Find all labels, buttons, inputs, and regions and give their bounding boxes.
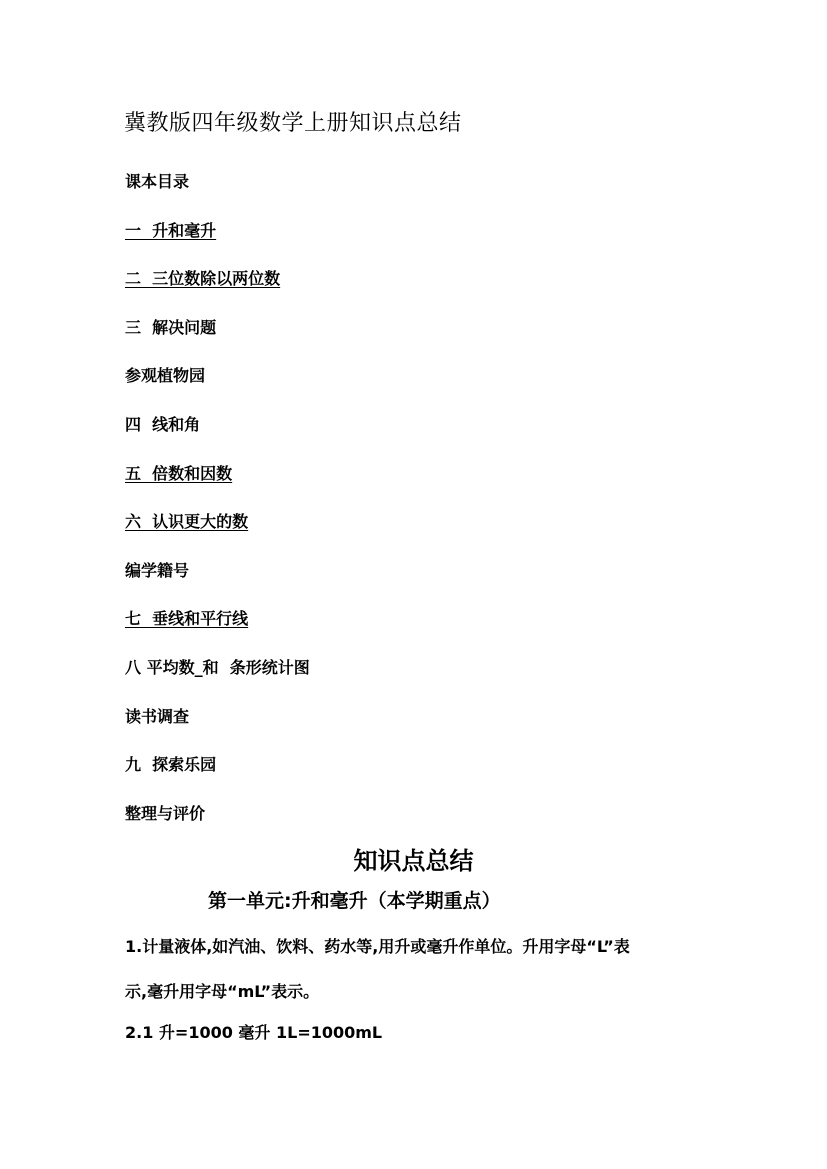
toc-item[interactable] — [125, 219, 310, 268]
paragraph-1-line-2: 示,毫升用字母“mL”表示。 — [125, 982, 320, 1001]
toc-item-label: 五 倍数和因数 — [125, 463, 233, 483]
section-title-text: 知识点总结 — [353, 847, 474, 875]
paragraph-1-line-1: 1.计量液体,如汽油、饮料、药水等,用升或毫升作单位。升用字母“L”表 — [125, 937, 630, 956]
toc-item — [125, 559, 310, 608]
toc-heading: 课本目录 — [125, 172, 190, 191]
paragraph-2: 2.1 升=1000 毫升 1L=1000mL — [125, 1023, 383, 1042]
toc-item[interactable] — [125, 462, 310, 511]
toc-item-label: 六 认识更大的数 — [125, 512, 249, 532]
toc-item — [125, 316, 310, 365]
toc-item-label: 编学籍号 — [125, 560, 190, 580]
toc-item-label: 八 平均数_和 条形统计图 — [125, 657, 310, 677]
toc-item-label: 一 升和毫升 — [125, 220, 217, 240]
toc-item-label: 整理与评价 — [125, 803, 206, 823]
toc-item — [125, 413, 310, 462]
toc-item — [125, 753, 310, 802]
toc-item-label: 七 垂线和平行线 — [125, 609, 249, 629]
toc-item[interactable] — [125, 510, 310, 559]
section-title — [0, 841, 827, 876]
toc-item — [125, 364, 310, 413]
document-title: 冀教版四年级数学上册知识点总结 — [124, 111, 462, 136]
toc-item-label: 九 探索乐园 — [125, 755, 217, 775]
toc-item-label: 四 线和角 — [125, 414, 201, 434]
table-of-contents — [125, 170, 310, 850]
toc-item[interactable] — [125, 267, 310, 316]
toc-item-label: 读书调查 — [125, 706, 190, 726]
unit-title: 第一单元:升和毫升（本学期重点） — [208, 890, 501, 912]
toc-item-label: 三 解决问题 — [125, 317, 217, 337]
toc-item-label: 参观植物园 — [125, 366, 206, 386]
toc-item-label: 二 三位数除以两位数 — [125, 269, 281, 289]
toc-item — [125, 656, 310, 705]
toc-item[interactable] — [125, 607, 310, 656]
toc-item — [125, 705, 310, 754]
